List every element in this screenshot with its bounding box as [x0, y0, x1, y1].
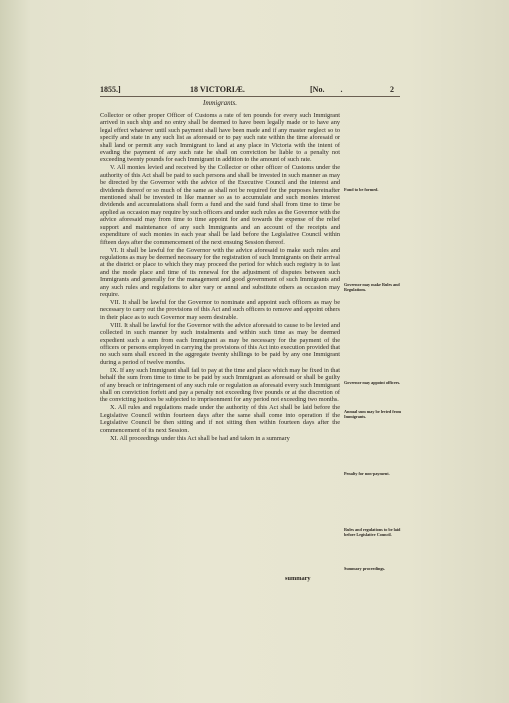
margin-note-fund: Fund to be formed. [344, 187, 379, 192]
section-ix: IX. If any such Immigrant shall fail to pay at the time and place which may be fixed in that behalf the sum from time to time to be paid by such Immigrant as aforesaid or shall be guilty of any breach or infringement of any such rule or regulation as aforesaid every such Immigrant shall on conviction forfeit and pay a penalty not exceeding five pounds or at the discretion of the convicting justices be subjected to imprisonment for any period not exceeding two months. [100, 366, 340, 404]
header-title: 18 VICTORIÆ. [190, 85, 245, 94]
margin-note-officers: Governor may appoint officers. [344, 380, 401, 385]
header-page-number: 2 [390, 85, 394, 94]
section-x: X. All rules and regulations made under the authority of this Act shall be laid before the Legislative Council within fourteen days after the same shall come into operation if the Legislative Council be then sitting and if not sitting then within fourteen days after the commencement of its next Session. [100, 404, 340, 434]
margin-note-summary: Summary proceedings. [344, 566, 386, 571]
section-v: V. All monies levied and received by the Collector or other officer of Customs under the authority of this Act shall be paid to such persons and shall be invested in such manner as may be directed by the Governor with the advice of the Executive Council and the interest and dividends thereof or so much of the same as shall not be required for the purposes hereinafter mentioned shall be invested in like manner so as to accumulate and such monies interest dividends and accumulations shall form a fund and the said fund shall from time to time be applied as occasion may require by such officers and under such rules as the Governor with the advice aforesaid may from time to time appoint for and towards the expense of the relief support and maintenance of any such Immigrants and an account of the receipts and expenditure of such monies in each year shall be laid before the Legislative Council within fifteen days after the commencement of the next ensuing Session thereof. [100, 164, 340, 246]
catchword: summary [285, 575, 311, 582]
margin-note-legislative: Rules and regulations to be laid before Legislative Council. [344, 527, 401, 537]
margin-note-rules: Governor may make Rules and Regulations. [344, 282, 400, 292]
body-text [100, 112, 340, 443]
section-vi: VI. It shall be lawful for the Governor with the advice aforesaid to make such rules and regulations as may be deemed necessary for the registration of such Immigrants on their arrival at the district or place to which they may proceed the period for which such registry is to last and the mode place and time of its renewal for the adjustment of disputes between such Immigrants and generally for the management and good government of such Immigrants and any such rules and regulations to alter vary or annul and substitute others as occasion may require. [100, 246, 340, 298]
header-number: [No. . [310, 85, 343, 94]
margin-note-annual-sum: Annual sum may be levied from Immigrants. [344, 409, 402, 419]
section-vii: VII. It shall be lawful for the Governor to nominate and appoint such officers as may be necessary to carry out the provisions of this Act and such officers to remove and appoint others in their place as to such Governor may seem desirable. [100, 298, 340, 321]
running-title: Immigrants. [202, 99, 238, 107]
margin-note-penalty: Penalty for non-payment. [344, 471, 390, 476]
section-xi: XI. All proceedings under this Act shall be had and taken in a summary [110, 434, 290, 442]
header-rule [100, 96, 400, 97]
paragraph-continuation: Collector or other proper Officer of Customs a rate of ten pounds for every such Immigrant arrived in such ship and no entry shall be deemed to have been legally made or to have any legal effect whatever until such payment shall have been made and if any master neglect so to specify and state in any such list as aforesaid or to pay such rate within the time aforesaid or shall land or permit any such Immigrant to land at any place in Victoria with the intent of evading the payment of any such rate he shall on conviction be liable to a penalty not exceeding twenty pounds for each Immigrant in addition to the amount of such rate. [100, 112, 340, 164]
header-year: 1855.] [100, 85, 121, 94]
section-viii: VIII. It shall be lawful for the Governor with the advice aforesaid to cause to be levied and collected in such manner by such instalments and within such time as may be deemed expedient such a sum from each Immigrant as may be necessary for the payment of the officers or persons employed in carrying the provisions of this Act into execution provided that no such sum shall exceed in the aggregate twenty shillings to be paid by any one Immigrant during a period of twelve months. [100, 321, 340, 366]
